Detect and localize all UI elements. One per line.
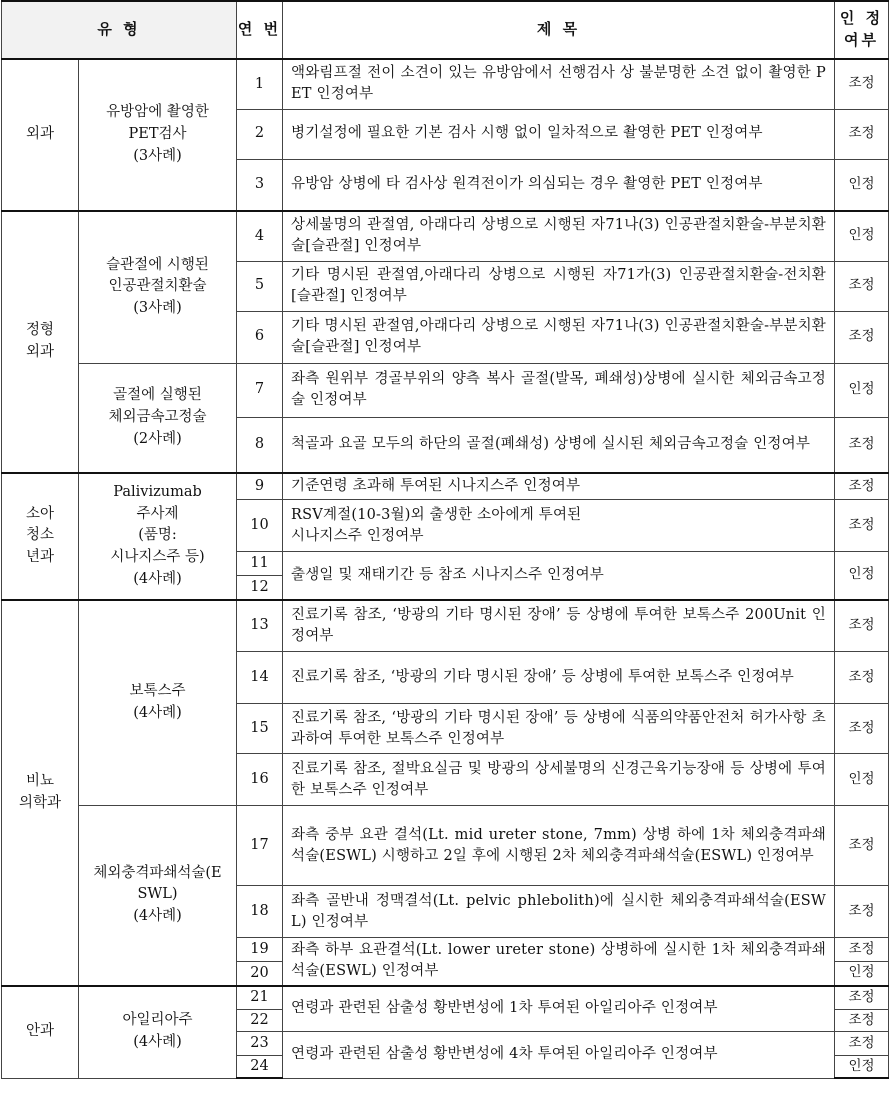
case-title: 기타 명시된 관절염,아래다리 상병으로 시행된 자71가(3) 인공관절치환술-전치환[슬관절] 인정여부 [283, 261, 835, 311]
result-cell: 조정 [835, 600, 889, 652]
case-title: 연령과 관련된 삼출성 황반변성에 1차 투여된 아일리아주 인정여부 [283, 986, 835, 1032]
case-number: 23 [237, 1032, 283, 1056]
result-cell: 조정 [835, 311, 889, 363]
dept-cell: 소아 청소 년과 [2, 473, 79, 600]
table-row [2, 806, 889, 886]
category-cell: Palivizumab 주사제 (품명: 시나지스주 등) (4사례) [79, 473, 237, 600]
header-row [2, 1, 889, 59]
category-cell: 슬관절에 시행된 인공관절치환술 (3사례) [79, 211, 237, 363]
result-cell: 인정 [835, 159, 889, 211]
case-title: 좌측 골반내 정맥결석(Lt. pelvic phlebolith)에 실시한 체외충격파쇄석술(ESWL) 인정여부 [283, 886, 835, 938]
case-number: 12 [237, 576, 283, 600]
table-row [2, 473, 889, 500]
result-cell: 조정 [835, 704, 889, 754]
dept-cell: 비뇨 의학과 [2, 600, 79, 986]
result-cell: 조정 [835, 500, 889, 552]
result-cell: 인정 [835, 211, 889, 261]
category-cell: 보톡스주 (4사례) [79, 600, 237, 806]
case-title: 병기설정에 필요한 기본 검사 시행 없이 일차적으로 촬영한 PET 인정여부 [283, 109, 835, 159]
case-number: 14 [237, 652, 283, 704]
case-title: 연령과 관련된 삼출성 황반변성에 4차 투여된 아일리아주 인정여부 [283, 1032, 835, 1079]
case-number: 17 [237, 806, 283, 886]
case-title: 액와림프절 전이 소견이 있는 유방암에서 선행검사 상 불분명한 소견 없이 촬영한 PET 인정여부 [283, 59, 835, 109]
case-number: 10 [237, 500, 283, 552]
result-cell: 조정 [835, 417, 889, 473]
header-type: 유 형 [2, 1, 237, 59]
case-number: 6 [237, 311, 283, 363]
result-cell: 조정 [835, 886, 889, 938]
dept-cell: 안과 [2, 986, 79, 1079]
category-cell: 골절에 실행된 체외금속고정술 (2사례) [79, 363, 237, 473]
table-row [2, 363, 889, 417]
case-number: 15 [237, 704, 283, 754]
result-cell: 조정 [835, 109, 889, 159]
table-body [2, 59, 889, 1078]
case-title: 진료기록 참조, ‘방광의 기타 명시된 장애’ 등 상병에 투여한 보톡스주 200Unit 인정여부 [283, 600, 835, 652]
result-cell: 인정 [835, 1056, 889, 1079]
case-title: 유방암 상병에 타 검사상 원격전이가 의심되는 경우 촬영한 PET 인정여부 [283, 159, 835, 211]
case-title: 상세불명의 관절염, 아래다리 상병으로 시행된 자71나(3) 인공관절치환술-부분치환술[슬관절] 인정여부 [283, 211, 835, 261]
case-number: 8 [237, 417, 283, 473]
case-number: 18 [237, 886, 283, 938]
result-cell: 조정 [835, 473, 889, 500]
result-cell: 조정 [835, 938, 889, 962]
case-title: 척골과 요골 모두의 하단의 골절(폐쇄성) 상병에 실시된 체외금속고정술 인정여부 [283, 417, 835, 473]
case-number: 3 [237, 159, 283, 211]
case-number: 4 [237, 211, 283, 261]
table-row [2, 986, 889, 1010]
result-cell: 인정 [835, 552, 889, 600]
result-cell: 조정 [835, 261, 889, 311]
case-number: 5 [237, 261, 283, 311]
case-number: 16 [237, 754, 283, 806]
header-result: 인 정 여부 [835, 1, 889, 59]
case-title: 진료기록 참조, ‘방광의 기타 명시된 장애’ 등 상병에 투여한 보톡스주 인정여부 [283, 652, 835, 704]
result-cell: 조정 [835, 1032, 889, 1056]
case-number: 20 [237, 962, 283, 986]
table-row [2, 59, 889, 109]
table-row [2, 600, 889, 652]
header-title: 제 목 [283, 1, 835, 59]
category-cell: 아일리아주 (4사례) [79, 986, 237, 1079]
result-cell: 조정 [835, 1010, 889, 1032]
case-title: 좌측 하부 요관결석(Lt. lower ureter stone) 상병하에 실시한 1차 체외충격파쇄석술(ESWL) 인정여부 [283, 938, 835, 986]
category-cell: 체외충격파쇄석술(E SWL) (4사례) [79, 806, 237, 986]
case-number: 13 [237, 600, 283, 652]
result-cell: 인정 [835, 962, 889, 986]
case-number: 9 [237, 473, 283, 500]
case-number: 1 [237, 59, 283, 109]
case-title: 기준연령 초과해 투여된 시나지스주 인정여부 [283, 473, 835, 500]
case-number: 2 [237, 109, 283, 159]
result-cell: 조정 [835, 59, 889, 109]
category-cell: 유방암에 촬영한 PET검사 (3사례) [79, 59, 237, 211]
case-title: 기타 명시된 관절염,아래다리 상병으로 시행된 자71나(3) 인공관절치환술-부분치환술[슬관절] 인정여부 [283, 311, 835, 363]
case-title: 진료기록 참조, 절박요실금 및 방광의 상세불명의 신경근육기능장애 등 상병에 투여한 보톡스주 인정여부 [283, 754, 835, 806]
header-no: 연 번 [237, 1, 283, 59]
table-row [2, 211, 889, 261]
result-cell: 인정 [835, 754, 889, 806]
case-number: 22 [237, 1010, 283, 1032]
case-table [1, 0, 889, 1079]
result-cell: 조정 [835, 806, 889, 886]
case-number: 24 [237, 1056, 283, 1079]
case-title: 진료기록 참조, ‘방광의 기타 명시된 장애’ 등 상병에 식품의약품안전처 허가사항 초과하여 투여한 보톡스주 인정여부 [283, 704, 835, 754]
result-cell: 인정 [835, 363, 889, 417]
case-number: 21 [237, 986, 283, 1010]
case-title: 좌측 중부 요관 결석(Lt. mid ureter stone, 7mm) 상병 하에 1차 체외충격파쇄석술(ESWL) 시행하고 2일 후에 시행된 2차 체외충격파쇄석술(ESWL) 인정여부 [283, 806, 835, 886]
case-title: 출생일 및 재태기간 등 참조 시나지스주 인정여부 [283, 552, 835, 600]
result-cell: 조정 [835, 986, 889, 1010]
case-title: 좌측 원위부 경골부위의 양측 복사 골절(발목, 폐쇄성)상병에 실시한 체외금속고정술 인정여부 [283, 363, 835, 417]
case-number: 7 [237, 363, 283, 417]
case-number: 19 [237, 938, 283, 962]
dept-cell: 외과 [2, 59, 79, 211]
dept-cell: 정형 외과 [2, 211, 79, 473]
case-number: 11 [237, 552, 283, 576]
result-cell: 조정 [835, 652, 889, 704]
case-title: RSV계절(10-3월)외 출생한 소아에게 투여된 시나지스주 인정여부 [283, 500, 835, 552]
